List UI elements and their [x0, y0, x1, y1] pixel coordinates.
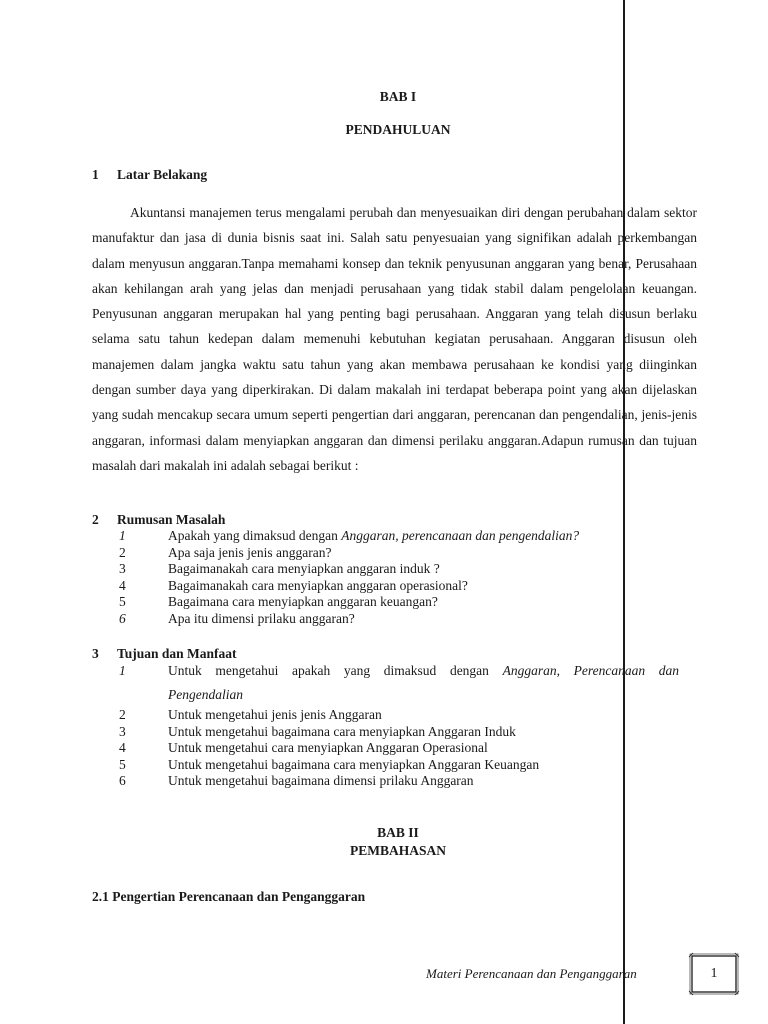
list-text: Untuk mengetahui jenis jenis Anggaran	[168, 707, 382, 722]
section-2-1-heading: 2.1 Pengertian Perencanaan dan Penganggaran	[92, 889, 366, 904]
list-item	[119, 707, 679, 724]
list-number: 3	[119, 561, 126, 576]
list-item	[119, 594, 679, 611]
latar-belakang-paragraph: Akuntansi manajemen terus mengalami perubah dan menyesuaikan diri dengan perubahan dalam sektor manufaktur dan jasa di dunia bisnis saat ini. Salah satu penyesuaian yang signifikan adalah perkembangan dalam menyusun anggaran.Tanpa memahami konsep dan teknik penyusunan anggaran yang benar, Perusahaan akan kehilangan arah yang jelas dan menjadi perusahaan yang tidak stabil dalam pengelolaan keuangan. Penyusunan anggaran merupakan hal yang penting bagi perusahaan. Anggaran yang telah disusun berlaku selama satu tahun kedepan dalam memenuhi kebutuhan kegiatan perusahaan. Anggaran disusun oleh manajemen dalam jangka waktu satu tahun yang akan membawa perusahaan ke kondisi yang diinginkan dengan sumber daya yang diperkirakan. Di dalam makalah ini terdapat beberapa point yang akan dijelaskan yang sudah mencakup secara umum seperti pengertian dari anggaran, perencanan dan pengendalian, jenis-jenis anggaran, informasi dalam menyiapkan anggaran dan dimensi perilaku anggaran.Adapun rumusan dan tujuan masalah dari makalah ini adalah sebagai berikut :	[92, 205, 697, 473]
list-text: Bagaimanakah cara menyiapkan anggaran induk ?	[168, 561, 440, 576]
list-number: 6	[119, 773, 126, 788]
list-item	[119, 611, 679, 628]
list-item	[119, 757, 679, 774]
section-1-number: 1	[92, 167, 99, 182]
chapter-2-title: BAB II	[377, 825, 419, 840]
section-1-heading	[92, 167, 207, 183]
chapter-1-subtitle: PENDAHULUAN	[345, 122, 451, 137]
section-2-heading	[92, 512, 225, 528]
list-item	[119, 545, 679, 562]
list-number: 5	[119, 594, 126, 609]
footer-title: Materi Perencanaan dan Penganggaran	[426, 966, 637, 981]
list-number: 4	[119, 577, 126, 593]
list-text: Untuk mengetahui bagaimana dimensi prilaku Anggaran	[168, 773, 474, 788]
tujuan-manfaat-list	[119, 663, 679, 790]
page-number: 1	[710, 966, 718, 981]
list-text-italic: Anggaran, Perencanaan dan	[502, 663, 679, 678]
list-number: 5	[119, 756, 126, 772]
list-item	[119, 724, 679, 741]
chapter-1-title: BAB I	[379, 89, 417, 104]
list-item	[119, 773, 679, 790]
list-text: Bagaimana cara menyiapkan anggaran keuangan?	[168, 594, 438, 609]
vertical-margin-rule	[623, 0, 625, 1024]
rumusan-masalah-list	[119, 528, 679, 627]
list-text: Untuk mengetahui cara menyiapkan Anggaran Operasional	[168, 740, 488, 755]
list-number: 2	[119, 544, 126, 560]
list-text: Untuk mengetahui bagaimana cara menyiapkan Anggaran Keuangan	[168, 756, 540, 772]
list-item	[119, 663, 679, 707]
chapter-2-subtitle: PEMBAHASAN	[349, 843, 446, 858]
list-item	[119, 740, 679, 757]
list-number: 1	[119, 528, 126, 543]
list-text-italic-continued: Pengendalian	[168, 687, 243, 702]
list-text: Apakah yang dimaksud dengan	[168, 528, 342, 543]
section-2-number: 2	[92, 512, 99, 527]
list-text: Untuk mengetahui bagaimana cara menyiapkan Anggaran Induk	[168, 723, 516, 739]
section-1-title: Latar Belakang	[117, 167, 208, 182]
section-3-number: 3	[92, 646, 99, 661]
list-text-italic: Anggaran, perencanaan dan pengendalian?	[341, 528, 580, 543]
list-text: Untuk mengetahui apakah yang dimaksud dengan	[168, 663, 503, 678]
list-number: 3	[119, 723, 126, 739]
list-item	[119, 578, 679, 595]
list-number: 4	[119, 740, 126, 755]
list-item	[119, 561, 679, 578]
page-number-box	[688, 952, 740, 996]
section-3-title: Tujuan dan Manfaat	[117, 646, 237, 661]
list-number: 6	[119, 610, 126, 626]
list-text: Bagaimanakah cara menyiapkan anggaran operasional?	[168, 577, 468, 593]
list-text: Apa itu dimensi prilaku anggaran?	[168, 610, 355, 626]
list-number: 2	[119, 707, 126, 722]
list-item	[119, 528, 679, 545]
section-2-title: Rumusan Masalah	[117, 512, 226, 527]
list-text: Apa saja jenis jenis anggaran?	[168, 544, 332, 560]
list-number: 1	[119, 663, 126, 678]
